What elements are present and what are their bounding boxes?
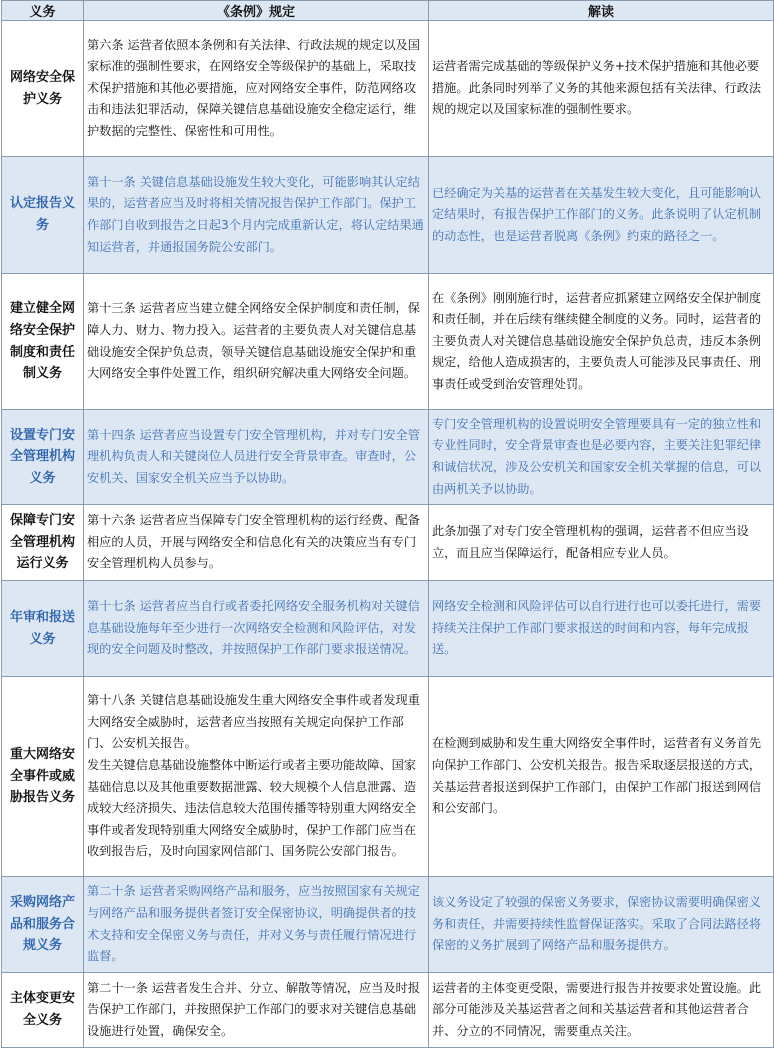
obligation-name: 设置专门安全管理机构义务 — [2, 410, 84, 505]
interpretation-text: 在《条例》刚刚施行时，运营者应抓紧建立网络安全保护制度和责任制，并在后续有继续健全制度的义务。同时，运营者的主要负责人对关键信息基础设施安全保护负总责，违反本条例规定，给他人造成损害的，主要负责人可能涉及民事责任、刑事责任或受到治安管理处罚。 — [429, 274, 774, 410]
interpretation-text: 网络安全检测和风险评估可以自行进行也可以委托进行，需要持续关注保护工作部门要求报送的时间和内容，每年完成报送。 — [429, 581, 774, 677]
header-regulation: 《条例》规定 — [84, 1, 429, 21]
obligation-name: 保障专门安全管理机构运行义务 — [2, 505, 84, 581]
table-row — [2, 157, 774, 274]
table-row — [2, 21, 774, 157]
obligation-name: 年审和报送义务 — [2, 581, 84, 677]
interpretation-text: 该义务设定了较强的保密义务要求，保密协议需要明确保密义务和责任，并需要持续性监督保证落实。采取了合同法路径将保密的义务扩展到了网络产品和服务提供方。 — [429, 877, 774, 973]
regulation-text: 第十四条 运营者应当设置专门安全管理机构，并对专门安全管理机构负责人和关键岗位人员进行安全背景审查。审查时，公安机关、国家安全机关应当予以协助。 — [84, 410, 429, 505]
regulation-text: 第二十一条 运营者发生合并、分立、解散等情况，应当及时报告保护工作部门，并按照保护工作部门的要求对关键信息基础设施进行处置，确保安全。 — [84, 973, 429, 1048]
interpretation-text: 在检测到威胁和发生重大网络安全事件时，运营者有义务首先向保护工作部门、公安机关报告。报告采取逐层报送的方式，关基运营者报送到保护工作部门，由保护工作部门报送到网信和公安部门。 — [429, 677, 774, 877]
obligation-name: 认定报告义务 — [2, 157, 84, 274]
regulation-text: 第十七条 运营者应当自行或者委托网络安全服务机构对关键信息基础设施每年至少进行一次网络安全检测和风险评估，对发现的安全问题及时整改，并按照保护工作部门要求报送情况。 — [84, 581, 429, 677]
obligation-name: 主体变更安全义务 — [2, 973, 84, 1048]
table-row — [2, 410, 774, 505]
regulation-text: 第二十条 运营者采购网络产品和服务，应当按照国家有关规定与网络产品和服务提供者签订安全保密协议，明确提供者的技术支持和安全保密义务与责任，并对义务与责任履行情况进行监督。 — [84, 877, 429, 973]
interpretation-text: 此条加强了对专门安全管理机构的强调，运营者不但应当设立，而且应当保障运行，配备相应专业人员。 — [429, 505, 774, 581]
interpretation-text: 已经确定为关基的运营者在关基发生较大变化，且可能影响认定结果时，有报告保护工作部门的义务。此条说明了认定机制的动态性，也是运营者脱离《条例》约束的路径之一。 — [429, 157, 774, 274]
regulation-text: 第六条 运营者依照本条例和有关法律、行政法规的规定以及国家标准的强制性要求，在网络安全等级保护的基础上，采取技术保护措施和其他必要措施，应对网络安全事件，防范网络攻击和违法犯罪活动，保障关键信息基础设施安全稳定运行，维护数据的完整性、保密性和可用性。 — [84, 21, 429, 157]
table-row — [2, 973, 774, 1048]
header-obligation: 义务 — [2, 1, 84, 21]
table-row — [2, 505, 774, 581]
interpretation-text: 运营者的主体变更受限，需要进行报告并按要求处置设施。此部分可能涉及关基运营者之间和关基运营者和其他运营者合并、分立的不同情况，需要重点关注。 — [429, 973, 774, 1048]
regulation-text: 第十八条 关键信息基础设施发生重大网络安全事件或者发现重大网络安全威胁时，运营者应当按照有关规定向保护工作部门、公安机关报告。 发生关键信息基础设施整体中断运行或者主要功能故障、国家基础信息以及其他重要数据泄露、较大规模个人信息泄露、造成较大经济损失、违法信息较大范围传播等特别重大网络安全事件或者发现特别重大网络安全威胁时，保护工作部门应当在收到报告后，及时向国家网信部门、国务院公安部门报告。 — [84, 677, 429, 877]
obligation-name: 建立健全网络安全保护制度和责任制义务 — [2, 274, 84, 410]
regulation-text: 第十三条 运营者应当建立健全网络安全保护制度和责任制，保障人力、财力、物力投入。运营者的主要负责人对关键信息基础设施安全保护负总责，领导关键信息基础设施安全保护和重大网络安全事件处置工作，组织研究解决重大网络安全问题。 — [84, 274, 429, 410]
regulation-text: 第十一条 关键信息基础设施发生较大变化，可能影响其认定结果的，运营者应当及时将相关情况报告保护工作部门。保护工作部门自收到报告之日起3个月内完成重新认定，将认定结果通知运营者，并通报国务院公安部门。 — [84, 157, 429, 274]
table-row — [2, 877, 774, 973]
interpretation-text: 运营者需完成基础的等级保护义务+技术保护措施和其他必要措施。此条同时列举了义务的其他来源包括有关法律、行政法规的规定以及国家标准的强制性要求。 — [429, 21, 774, 157]
table-row — [2, 274, 774, 410]
obligation-name: 重大网络安全事件或威胁报告义务 — [2, 677, 84, 877]
obligations-table — [1, 0, 774, 1048]
obligation-name: 采购网络产品和服务合规义务 — [2, 877, 84, 973]
table-row — [2, 581, 774, 677]
table-row — [2, 677, 774, 877]
obligation-name: 网络安全保护义务 — [2, 21, 84, 157]
header-interpretation: 解读 — [429, 1, 774, 21]
interpretation-text: 专门安全管理机构的设置说明安全管理要具有一定的独立性和专业性同时，安全背景审查也是必要内容，主要关注犯罪纪律和诚信状况，涉及公安机关和国家安全机关掌握的信息，可以由两机关予以协助。 — [429, 410, 774, 505]
regulation-text: 第十六条 运营者应当保障专门安全管理机构的运行经费、配备相应的人员，开展与网络安全和信息化有关的决策应当有专门安全管理机构人员参与。 — [84, 505, 429, 581]
table-header-row — [2, 1, 774, 21]
